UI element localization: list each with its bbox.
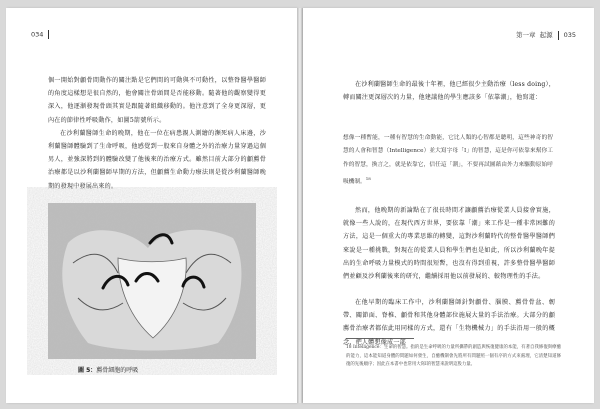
right-header <box>516 30 576 40</box>
block-quote <box>343 132 553 190</box>
figure-sacrum-image <box>48 203 256 359</box>
sacrum-illustration <box>48 203 256 359</box>
right-page-number: 035 <box>563 31 576 39</box>
figure-number: 圖 5： <box>78 367 97 374</box>
left-header <box>31 30 54 39</box>
left-paragraph-2: 在沙利蘭醫師生命的晚期，他在一位在病患親人測繪的瀕死病人床邊，沙利蘭醫師體驗到了生命呼吸，他感覺到一股來自身體之外的治療力量穿過這個男人，並強深將到的體驗改變了他後來的治療方式。雖然目前大部分的顱薦骨治療都是以沙利蘭醫師早期的方法，但顱薦生命動力療法則是從沙利蘭醫師晚期的發現中發展出來的。 <box>48 129 266 190</box>
header-divider-right <box>558 31 559 40</box>
right-paragraph-2: 然而，他晚期的新論點在了很長時間才讓顱薦治療從業人員接會實施，就像一些人說的，在現代西方世界，要依靠「潮」來工作是一種非常困難的方法，這是一個重大的專業思維的轉變，這對沙利蘭時代的整骨醫學醫師們來說是一種挑戰，對現在的從業人員和學生們也是如此，所以沙利蘭晚年提出的生命呼吸力量模式的時間很短暫，也沒有得到重視，許多整骨醫學醫師們並顧及沙利蘭後來的研究，繼續採用他以前發展的、較物理性的手法。 <box>343 207 555 281</box>
quote-footnote-ref: 18 <box>365 176 371 182</box>
header-divider <box>48 30 49 39</box>
section-label: 起源 <box>539 31 553 39</box>
right-paragraph-3-block <box>343 296 555 346</box>
figure-caption <box>78 365 138 374</box>
left-paragraph-1: 個一開始對顱骨間動作的關注點是它們間的可動與不可動性，以整脊醫學醫師的角度這樣想是很自然的，他會關注骨頭間是否能移動。隨著他的觀察變得更深入，他逐漸發現骨頭其實是跟隨著組織移動的。他注意到了全身更深層，更內在的節律性呼吸動作，如圖5箭號所示。 <box>48 77 266 124</box>
figure-caption-text: 薦骨細胞的呼吸 <box>96 367 139 374</box>
left-page-number: 034 <box>31 30 44 39</box>
footnote: 18 Intelligence：生命的智慧。指的是生命呼吸的力量所攜帶的創造與恢復健康的本能，有著自我修復與療癒的能力，這本能知道身體的問題如何發生，自癒機制會先將所有問題照一個有序的方式來處理，它清楚知道修復的先後順序；因此在本書中也常用大寫I的智慧來說明這股力量。 <box>346 345 561 368</box>
left-page <box>6 8 297 403</box>
right-paragraph-1: 在沙利蘭醫師生命的最後十年裡，他已經很少主動治療（less doing），轉而關注更深層次的力量，他建議他的學生應該多「依靠潮」，他寫道： <box>343 81 555 102</box>
right-paragraph-3: 在他早期的臨床工作中，沙利蘭醫師針對顱骨、腦膜、薦骨骨盆、韌帶、關節面、脊椎、顱骨和其他身體部位施展大量的手法治療。大部分的顱薦骨治療者都依此用同樣的方式，還有「生物機械力」的手法沿用一般的概念，把人體想像成一部 <box>343 299 555 346</box>
left-body-text <box>48 74 266 193</box>
right-paragraph-1-block <box>343 78 555 104</box>
quote-text: 想像一種暫能，一種有智慧的生命動能，它比人類的心智都是聰明，這些神奇的智慧的人會和智慧（Intelligence）並大寫字母「I」的智慧，這是你可依靠來幫你工作的智慧，換言之，就是依靠它，信任這「潮」，不要再試圖藉由外力來驅動原始呼吸機制。 <box>343 135 553 186</box>
chapter-label: 第一章 <box>515 31 536 39</box>
right-body-text <box>343 204 555 283</box>
